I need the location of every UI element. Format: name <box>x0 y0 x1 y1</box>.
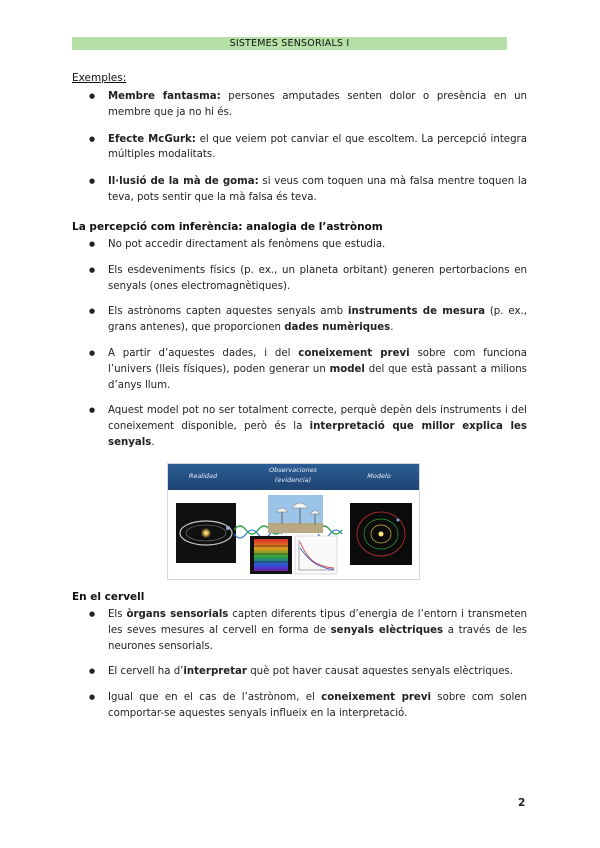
page-number: 2 <box>518 797 526 809</box>
list-item: ● Igual que en el cas de l’astrònom, el coneixement previ sobre com solen comportar-se aquestes senyals influeix en la interpretació. <box>72 690 527 722</box>
radio-antennas-image <box>268 495 323 533</box>
planet-orbit-image <box>176 503 236 563</box>
list-item: ● Efecte McGurk: el que veiem pot canviar el que escoltem. La percepció integra múltiples modalitats. <box>72 132 527 164</box>
term-phantom-limb: Membre fantasma: <box>108 91 221 102</box>
list-item: ● Aquest model pot no ser totalment correcte, perquè depèn dels instruments i del coneixement disponible, però és la interpretació que millor explica les senyals. <box>72 403 527 450</box>
term-rubber-hand: Il·lusió de la mà de goma: <box>108 176 259 188</box>
list-item: ● Il·lusió de la mà de goma: si veus com toquen una mà falsa mentre toquen la teva, pots sentir que la mà falsa és teva. <box>72 174 527 206</box>
brain-list <box>72 607 527 733</box>
label-evidence: (evidencia) <box>274 476 312 484</box>
list-item: ● Els òrgans sensorials capten diferents tipus d’energia de l’entorn i transmeten les seves mesures al cervell en forma de senyals elèctriques a través de les neurones sensorials. <box>72 607 527 654</box>
model-image <box>350 503 412 565</box>
data-plot-image <box>295 536 337 574</box>
label-observations: Observaciones <box>269 466 317 474</box>
examples-heading: Exemples: <box>72 72 127 84</box>
figure-body <box>168 490 419 579</box>
brain-heading: En el cervell <box>72 591 145 603</box>
list-item: ● Membre fantasma: persones amputades senten dolor o presència en un membre que ja no hi és. <box>72 89 527 121</box>
list-item: ● A partir d’aquestes dades, i del coneixement previ sobre com funciona l’univers (lleis físiques), poden generar un model del que està passant a milions d’anys llum. <box>72 346 527 393</box>
figure-header <box>168 464 419 490</box>
list-item: ● Els astrònoms capten aquestes senyals amb instruments de mesura (p. ex., grans antenes), que proporcionen dades numèriques. <box>72 304 527 336</box>
figure-illustration <box>168 490 419 579</box>
label-reality: Realidad <box>188 472 218 480</box>
spectrum-image <box>250 536 292 574</box>
inference-heading: La percepció com inferència: analogia de l’astrònom <box>72 221 383 233</box>
inference-list <box>72 237 527 462</box>
list-item: ● No pot accedir directament als fenòmens que estudia. <box>72 237 527 253</box>
list-item: ● Els esdeveniments físics (p. ex., un planeta orbitant) generen pertorbacions en senyals (ones electromagnètiques). <box>72 263 527 295</box>
page-title: SISTEMES SENSORIALS I <box>72 37 507 50</box>
label-model: Modelo <box>367 472 391 480</box>
examples-list <box>72 89 527 217</box>
term-mcgurk: Efecte McGurk: <box>108 133 196 145</box>
list-item: ● El cervell ha d’interpretar què pot haver causat aquestes senyals elèctriques. <box>72 664 527 680</box>
astronomer-figure <box>167 463 420 580</box>
